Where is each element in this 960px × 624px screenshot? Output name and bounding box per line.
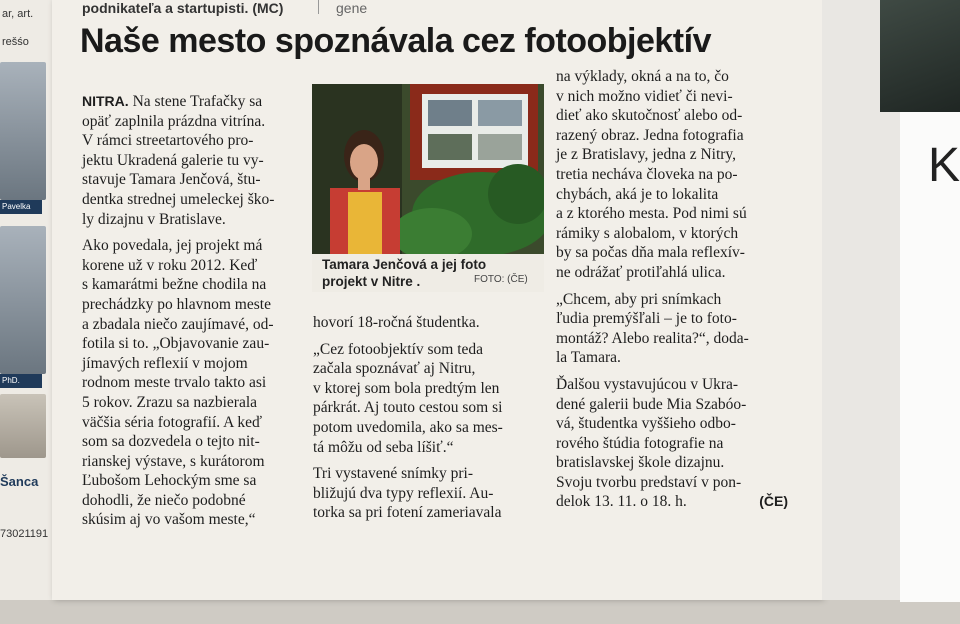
article-text-line: vá, študentka vyššieho odbo- [556, 415, 736, 433]
article-text-line: tretia necháva človeka na po- [556, 165, 738, 183]
article-text-line: torka sa pri fotení zameriavala [313, 504, 502, 522]
article-text-line: 5 rokov. Zrazu sa nazbierala [82, 393, 258, 411]
photo-credit: FOTO: (ČE) [474, 274, 528, 285]
article-text-line: rodnom meste trvalo takto asi [82, 374, 267, 392]
article-text-line: la Tamara. [556, 349, 621, 367]
article-signoff: (ČE) [759, 493, 788, 510]
article-text-line: párkrát. Aj touto cestou som si [313, 399, 503, 417]
article-text-line: chybách, aká je to lokalita [556, 185, 719, 203]
article-text-line: razený obraz. Jedna fotografia [556, 126, 744, 144]
strip-portrait-1 [0, 62, 46, 200]
article-text-line: Ako povedala, jej projekt má [82, 237, 263, 255]
article-dateline: NITRA. [82, 93, 133, 109]
article-photo [312, 84, 544, 254]
article-text-line: potom uvedomila, ako sa mes- [313, 418, 503, 436]
article-text-line: stavuje Tamara Jenčová, štu- [82, 171, 261, 189]
article-text-line: ľudia premýšľali – je to foto- [556, 310, 737, 328]
strip-portrait-2 [0, 226, 46, 374]
article-text-line: tá môžu od seba líšiť.“ [313, 438, 454, 456]
article-text-line: dentka strednej umeleckej ško- [82, 190, 275, 208]
article-text-line: jímavých reflexií v mojom [82, 354, 248, 372]
article-text-line: bližujú dva typy reflexií. Au- [313, 484, 494, 502]
article-text-line: a zbadala niečo zaujímavé, od- [82, 315, 274, 333]
article-text-line: dohodli, že niečo podobné [82, 491, 246, 509]
strip-name-fragment: Šanca [0, 474, 39, 489]
article-text-line: v ktorej som bola predtým len [313, 379, 500, 397]
article-text-line: v nich možno vidieť či nevi- [556, 87, 733, 105]
strip-text-top: ar, art. [2, 8, 34, 20]
article-text-fragment: Na stene Trafačky sa [132, 93, 263, 110]
photo-caption-line-1: Tamara Jenčová a jej foto [322, 257, 487, 272]
next-page-letter: K [928, 139, 960, 192]
article-text-line: fotila si to. „Objavovanie zau- [82, 335, 270, 353]
article-headline: Naše mesto spoznávala cez fotoobjektív [80, 22, 711, 60]
strip-photo-caption-1: Pavelka [0, 200, 42, 214]
article-text-line: na výklady, okná a na to, čo [556, 68, 729, 85]
article-text-line: skúsim aj vo vašom meste,“ [82, 511, 256, 529]
article-column-1 [82, 92, 298, 530]
article-column-2 [313, 313, 545, 523]
photo-illustration [312, 84, 544, 254]
article-text-line: prechádzky po hlavnom meste [82, 295, 271, 313]
article-text-line: by sa počas dňa mala reflexív- [556, 244, 745, 262]
article-text-line: Svoju tvorbu predstaví v pon- [556, 473, 742, 491]
article-text-line: rianskej výstave, s kurátorom [82, 452, 265, 470]
article-text-line: s kamarátmi bežne chodila na [82, 276, 267, 294]
article-text-line: ly dizajnu v Bratislave. [82, 210, 226, 228]
article-text-line: bratislavskej škole dizajnu. [556, 454, 725, 472]
article-text-line: rámiky s alobalom, v ktorých [556, 224, 739, 242]
teaser-divider [318, 0, 319, 14]
article-text-line: je z Bratislavy, jedna z Nitry, [556, 146, 737, 164]
article-text-line: „Chcem, aby pri snímkach [556, 290, 722, 308]
photo-caption [322, 256, 486, 290]
article-text-line: V rámci streetartového pro- [82, 132, 254, 150]
article-text-line: korene už v roku 2012. Keď [82, 256, 258, 274]
next-page-photo [880, 0, 960, 112]
article-text-line [82, 92, 298, 112]
article-text-line: ne odrážať protiľahlá ulica. [556, 263, 726, 281]
article-column-3 [556, 67, 788, 512]
strip-text-second: rešśo [2, 36, 29, 48]
top-teaser-fragment: gene [336, 0, 368, 16]
article-text-line: opäť zaplnila prázdna vitrína. [82, 112, 266, 130]
article-text-line: delok 13. 11. o 18. h. (ČE) [556, 493, 788, 511]
article-text-line: „Cez fotoobjektív som teda [313, 340, 484, 358]
article-text-line: dené galerii bude Mia Szabóo- [556, 395, 747, 413]
article-text-line: som sa dozvedela o tejto nit- [82, 433, 260, 451]
strip-photo-caption-2: PhD. [0, 374, 42, 388]
adjacent-column-strip [0, 0, 52, 600]
article-text-line: dieť ako skutočnosť alebo od- [556, 107, 743, 125]
strip-phone-fragment: 73021191 [0, 528, 49, 540]
article-text-line: začala spoznávať aj Nitru, [313, 360, 476, 378]
article-text-line: Ďalšou vystavujúcou v Ukra- [556, 375, 739, 393]
article-text-line: hovorí 18-ročná študentka. [313, 314, 480, 331]
article-text-line: Ľubošom Lehockým sme sa [82, 472, 257, 490]
article-text-line: Tri vystavené snímky pri- [313, 465, 474, 483]
article-text-line: montáž? Alebo realita?“, doda- [556, 329, 749, 347]
article-text-line: jektu Ukradená galerie tu vy- [82, 151, 264, 169]
article-text-line: rového štúdia fotografie na [556, 434, 724, 452]
photo-caption-line-2: projekt v Nitre . [322, 274, 421, 289]
article-text-line: a z ktorého mesta. Pod nimi sú [556, 205, 747, 223]
top-teaser-text: podnikateľa a startupisti. (MC) [82, 0, 284, 16]
article-text-line: väčšia séria fotografií. A keď [82, 413, 263, 431]
strip-portrait-3 [0, 394, 46, 458]
